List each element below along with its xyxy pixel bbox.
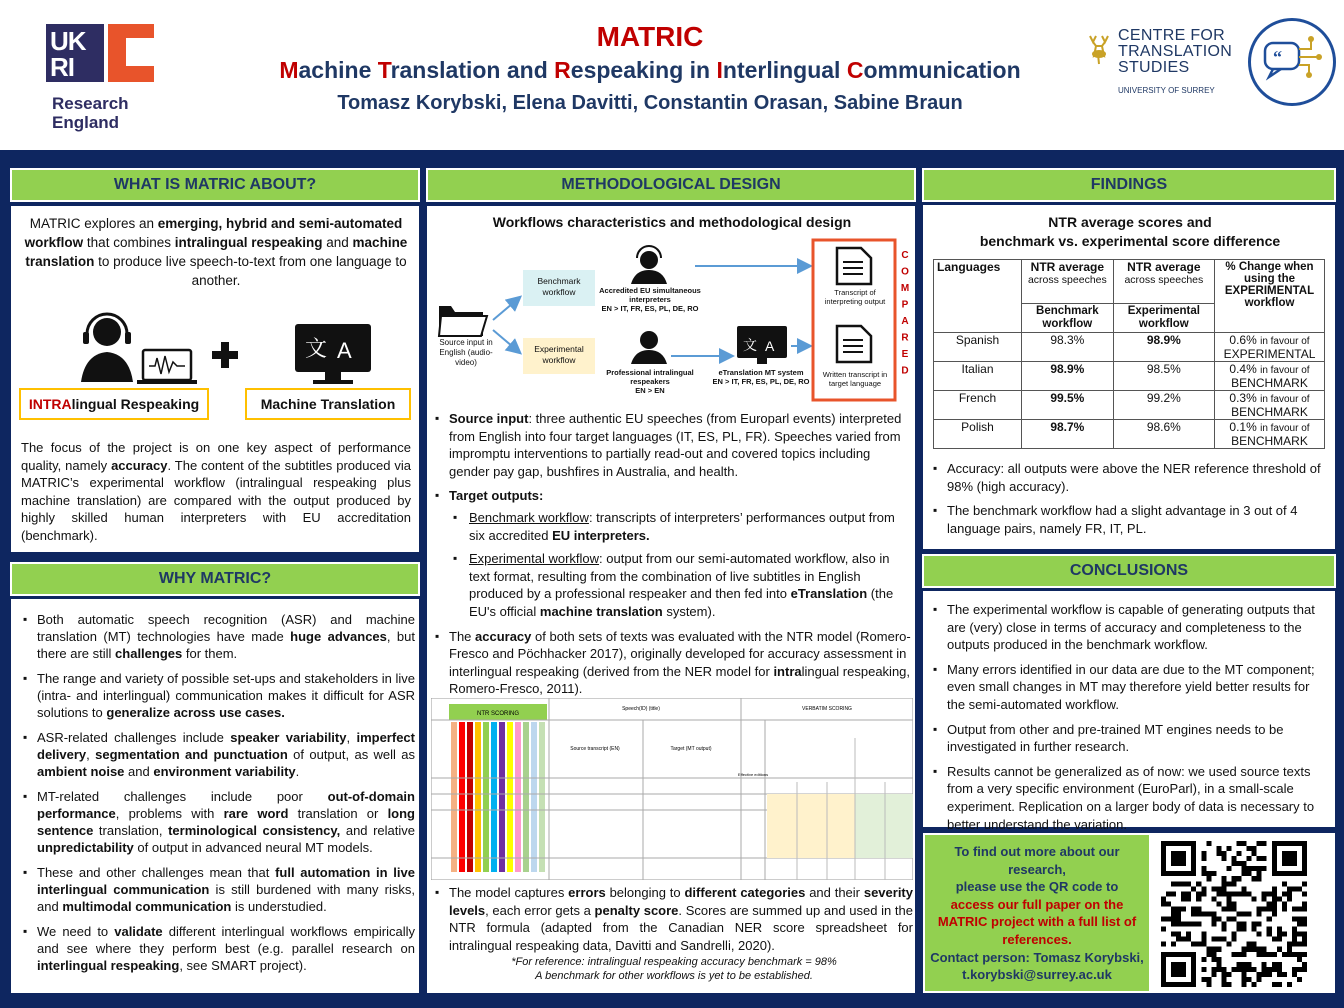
conclusions-panel	[922, 590, 1336, 832]
text-run: full automation in live interlingual communication	[37, 865, 415, 897]
speech-bubble-circuit-icon	[1251, 21, 1333, 103]
text-run: rare word	[223, 806, 289, 821]
intralingual-respeaking-label: INTRAlingual Respeaking	[19, 388, 209, 420]
svg-text:A: A	[765, 338, 775, 354]
text-run: These and other challenges mean that	[37, 865, 276, 880]
source-input-label: Source input in English (audio-video)	[439, 338, 493, 367]
poster-header	[0, 0, 1344, 150]
col-pct-change: % Change when using the EXPERIMENTAL workflow	[1215, 260, 1325, 333]
why-bullet	[23, 729, 415, 780]
text-run: environment variability	[153, 764, 296, 779]
text-run: and	[322, 235, 353, 250]
svg-text:“: “	[1273, 47, 1282, 67]
subtitle-part: I	[716, 57, 723, 83]
text-run: , but there are still	[37, 629, 415, 661]
pct-change-cell: 0.4% in favour of BENCHMARK	[1215, 362, 1325, 391]
table-cell: 98.6%	[1113, 420, 1214, 449]
about-focus-text	[21, 439, 411, 545]
text-run: ambient noise	[37, 764, 125, 779]
table-row	[934, 391, 1325, 420]
text-run: unpredictability	[37, 840, 134, 855]
accredited-label: Accredited EU simultaneous interpreters	[599, 286, 701, 304]
conclusion-bullet: ▪ The experimental workflow is capable of generating outputs that are (very) close in terms of accuracy and completeness to the outputs produced in the benchmark workflow.	[933, 601, 1329, 654]
why-bullet	[23, 923, 415, 974]
text-run: We need to	[37, 924, 115, 939]
respeaker-icon	[631, 331, 667, 364]
subtitle-part: T	[377, 57, 391, 83]
text-run: of output, as well as	[287, 747, 416, 762]
laptop-waveform-icon	[137, 350, 197, 384]
text-run: translation or	[288, 806, 388, 821]
text-run: multimodal communication	[62, 899, 232, 914]
ntr-scoring-spreadsheet	[431, 698, 913, 880]
text-run: emerging, hybrid and semi-automated workflow	[24, 216, 403, 250]
findings-panel	[922, 204, 1336, 550]
document-icon	[837, 326, 871, 362]
accuracy-bullet: ▪ The accuracy of both sets of texts was evaluated with the NTR model (Romero-Fresco and Pöchhacker 2017), originally developed for accuracy assessment in interlingual respeaking (derived from the NER model for intralingual respeaking, Romero-Fresco, 2011).	[435, 628, 913, 698]
text-run: The range and variety of possible set-ups and stakeholders in live (intra- and interlingual) communication makes it difficult for ASR solutions to	[37, 671, 415, 720]
conclusions-heading: CONCLUSIONS	[922, 554, 1336, 588]
transcript-label: Transcript of interpreting output	[824, 288, 886, 306]
text-run: intralingual respeaking	[174, 235, 323, 250]
subtitle-part: C	[846, 57, 864, 83]
ukri-logo-orange-mark	[108, 24, 154, 82]
cts-logo-text: CENTRE FOR TRANSLATION STUDIES	[1118, 27, 1233, 76]
verbatim-scoring-label: VERBATIM SCORING	[802, 706, 852, 712]
text-run: of output in advanced neural MT models.	[133, 840, 373, 855]
text-run: challenges	[115, 646, 183, 661]
table-cell: 98.3%	[1022, 333, 1114, 362]
conclusion-bullet: ▪ Many errors identified in our data are due to the MT component; even small changes in MT may therefore yield better results for the semi-automated workflow.	[933, 661, 1329, 714]
source-input-bullet: ▪ Source input: three authentic EU speeches (from Europarl events) interpreted from English into four target languages (IT, ES, PL, FR). Speeches varied from impromptu interventions to partially read-out and covered topics including gender pay gap, bushfires in Australia, and health.	[435, 410, 913, 480]
why-bullet	[23, 788, 415, 856]
experimental-subbullet: ▪ Experimental workflow: output from our semi-automated workflow, also in text format, resulting from the combination of live subtitles in English produced by a professional respeaker and then fed into eTranslation (the EU's official machine translation system).	[449, 550, 913, 620]
method-panel	[426, 205, 916, 994]
text-run: speaker variability	[230, 730, 347, 745]
folder-icon	[439, 306, 487, 336]
about-heading: WHAT IS MATRIC ABOUT?	[10, 168, 420, 202]
col-ntr-experimental: NTR average across speeches	[1113, 260, 1214, 304]
text-run: MATRIC explores an	[29, 216, 158, 231]
table-row	[934, 362, 1325, 391]
poster-title: MATRIC	[596, 21, 704, 52]
professional-label: Professional intralingual respeakers	[606, 368, 694, 386]
pct-change-cell: 0.3% in favour of BENCHMARK	[1215, 391, 1325, 420]
ukri-research-england-logo	[46, 24, 158, 132]
workflow-title: Workflows characteristics and methodological design	[492, 214, 852, 230]
table-cell: Italian	[934, 362, 1022, 391]
text-run: machine translation	[25, 235, 408, 269]
experimental-workflow-label: Experimental workflow	[534, 344, 584, 365]
why-list	[23, 611, 415, 974]
about-panel	[10, 205, 420, 553]
text-run: , see SMART project).	[179, 958, 307, 973]
table-cell: 99.2%	[1113, 391, 1214, 420]
source-transcript-label: Source transcript (EN)	[570, 746, 620, 752]
speech-id-label: Speech(ID) (title)	[622, 706, 660, 712]
text-run: and	[124, 764, 154, 779]
findings-bullet: ▪ Accuracy: all outputs were above the NER reference threshold of 98% (high accuracy).	[933, 460, 1331, 495]
findings-table	[933, 259, 1325, 449]
subtitle-part: achine	[298, 57, 378, 83]
mt-monitor-icon	[737, 326, 787, 364]
table-row	[934, 420, 1325, 449]
table-row	[934, 333, 1325, 362]
text-run: generalize across use cases.	[106, 705, 285, 720]
text-run: out-of-domain performance	[37, 789, 415, 821]
text-run: Both automatic speech recognition (ASR) and machine translation (MT) technologies have made	[37, 612, 415, 644]
about-intro	[21, 214, 411, 290]
why-bullet	[23, 670, 415, 721]
text-run: for them.	[182, 646, 238, 661]
pct-change-cell: 0.6% in favour of EXPERIMENTAL	[1215, 333, 1325, 362]
text-run: ,	[346, 730, 357, 745]
text-run: and relative	[340, 823, 415, 838]
text-run: interlingual respeaking	[37, 958, 180, 973]
target-label: Target (MT output)	[670, 746, 712, 752]
why-bullet	[23, 864, 415, 915]
workflow-diagram	[431, 236, 917, 412]
table-cell: 98.9%	[1113, 333, 1214, 362]
text-run: translation,	[93, 823, 169, 838]
table-cell: French	[934, 391, 1022, 420]
poster-subtitle	[200, 54, 1100, 86]
text-run: , problems with	[115, 806, 224, 821]
text-run: imperfect delivery	[37, 730, 415, 762]
poster-authors: Tomasz Korybski, Elena Davitti, Constantin Orasan, Sabine Braun	[337, 92, 963, 114]
subtitle-part: M	[279, 57, 299, 83]
subtitle-part: nterlingual	[722, 57, 847, 83]
text-run: validate	[114, 924, 163, 939]
col-ntr-benchmark: NTR average across speeches	[1022, 260, 1114, 304]
etranslation-label: eTranslation MT system	[718, 368, 804, 377]
target-outputs-bullet: ▪ Target outputs: ▪ Benchmark workflow: transcripts of interpreters’ performances output from six accredited EU interpreters. ▪ Experimental workflow: output from our semi-automated workflow, also in text format, resulting from the combination of live subtitles in English produced by a professional respeaker and then fed into eTranslation (the EU's official machine translation system).	[435, 487, 913, 620]
subtitle-part: ommunication	[863, 57, 1021, 83]
compared-label: C O M P A R E D	[900, 250, 910, 377]
why-bullet	[23, 611, 415, 662]
sub-benchmark: Benchmark workflow	[1022, 304, 1114, 333]
table-cell: Polish	[934, 420, 1022, 449]
text-run: huge advances	[290, 629, 387, 644]
about-icons-graphic	[71, 310, 391, 386]
method-bottom	[435, 884, 913, 983]
conclusion-bullet: ▪ Results cannot be generalized as of now: we used source texts from a very specific environment (EuroParl), in a small-scale experiment. Replication on a larger body of data is necessary to better understand the variation.	[933, 763, 1329, 833]
pct-change-cell: 0.1% in favour of BENCHMARK	[1215, 420, 1325, 449]
subtitle-part: R	[554, 57, 571, 83]
text-run: MT-related challenges include poor	[37, 789, 328, 804]
method-heading: METHODOLOGICAL DESIGN	[426, 168, 916, 202]
ukri-logo-text: Research England	[52, 94, 129, 132]
written-transcript-label: Written transcript in target language	[822, 370, 888, 388]
translation-monitor-icon	[295, 324, 371, 384]
speech-circuit-logo	[1248, 18, 1336, 106]
findings-bullets	[933, 460, 1331, 544]
svg-text:文: 文	[305, 337, 328, 362]
svg-text:文: 文	[743, 338, 757, 354]
table-cell: Spanish	[934, 333, 1022, 362]
why-panel	[10, 598, 420, 994]
why-heading: WHY MATRIC?	[10, 562, 420, 596]
findings-bullet: ▪ The benchmark workflow had a slight advantage in 3 out of 4 language pairs, namely FR, IT, PL.	[933, 502, 1331, 537]
findings-table-body	[934, 333, 1325, 449]
etranslation-langs: EN > IT, FR, ES, PL, DE, RO	[712, 377, 810, 386]
plus-icon	[212, 342, 238, 368]
text-run: that combines	[83, 235, 175, 250]
respeaker-headset-icon	[81, 314, 133, 382]
accredited-langs: EN > IT, FR, ES, PL, DE, RO	[601, 304, 699, 313]
svg-text:A: A	[337, 338, 352, 363]
text-run: ,	[86, 747, 96, 762]
text-run: segmentation and punctuation	[95, 747, 288, 762]
centre-for-translation-studies-logo	[1084, 28, 1234, 100]
table-cell: 98.9%	[1022, 362, 1114, 391]
text-run: The focus of the project is on one key aspect of performance quality, namely	[21, 440, 411, 473]
sub-experimental: Experimental workflow	[1113, 304, 1214, 333]
effective-editions-label: Effective editions	[737, 772, 769, 777]
stag-icon	[1084, 32, 1114, 68]
text-run: different interlingual workflows empirically and see where they perform best (e.g. parallel research on	[37, 924, 415, 956]
text-run: to produce live speech-to-text from one language to another.	[94, 254, 407, 288]
machine-translation-label: Machine Translation	[245, 388, 411, 420]
text-run: is understudied.	[231, 899, 327, 914]
findings-heading: FINDINGS	[922, 168, 1336, 202]
findings-title: NTR average scores and benchmark vs. experimental score difference	[979, 214, 1281, 249]
subtitle-part: espeaking in	[570, 57, 717, 83]
table-cell: 98.7%	[1022, 420, 1114, 449]
benchmark-workflow-label: Benchmark workflow	[537, 276, 581, 297]
table-cell: 98.5%	[1113, 362, 1214, 391]
method-text	[435, 410, 913, 705]
text-run: long sentence	[37, 806, 415, 838]
text-run: ASR-related challenges include	[37, 730, 231, 745]
col-languages: Languages	[934, 260, 1022, 333]
document-icon	[837, 248, 871, 284]
university-of-surrey-text: UNIVERSITY OF SURREY	[1118, 86, 1215, 95]
table-cell: 99.5%	[1022, 391, 1114, 420]
qr-code[interactable]	[1161, 841, 1307, 987]
ukri-logo-square: UK RI	[46, 24, 104, 82]
text-run: .	[295, 764, 300, 779]
professional-langs: EN > EN	[635, 386, 665, 395]
benchmark-subbullet: ▪ Benchmark workflow: transcripts of interpreters’ performances output from six accredited EU interpreters.	[449, 509, 913, 544]
conclusion-bullet: ▪ Output from other and pre-trained MT engines needs to be investigated in further research.	[933, 721, 1329, 756]
text-run: is still burdened with many risks, and	[37, 882, 415, 914]
interpreter-icon	[631, 246, 667, 284]
ntr-scoring-label: NTR SCORING	[477, 711, 519, 717]
text-run: . The content of the subtitles produced via MATRIC’s experimental workflow (intralingual respeaking plus machine translation) are compared with the output produced by highly skilled human interpreters with EU accreditation (benchmark).	[21, 457, 412, 543]
title-block	[200, 20, 1100, 120]
subtitle-part: ranslation and	[390, 57, 555, 83]
find-out-more-text: To find out more about our research, please use the QR code to access our full paper on the MATRIC project with a full list of references. Contact person: Tomasz Korybski, t.korybski@surrey.ac.uk	[925, 835, 1149, 991]
text-run: terminological consistency,	[168, 823, 341, 838]
text-run: accuracy	[111, 457, 168, 473]
errors-bullet: ▪ The model captures errors belonging to different categories and their severity levels, each error gets a penalty score. Scores are summed up and used in the NTR formula (adapted from the Canadian NER score spreadsheet for intralingual respeaking data, Davitti and Sandrelli, 2020).	[435, 884, 913, 954]
find-out-more-panel	[922, 832, 1336, 994]
reference-note: *For reference: intralingual respeaking accuracy benchmark = 98% A benchmark for other workflows is yet to be established.	[511, 956, 837, 983]
